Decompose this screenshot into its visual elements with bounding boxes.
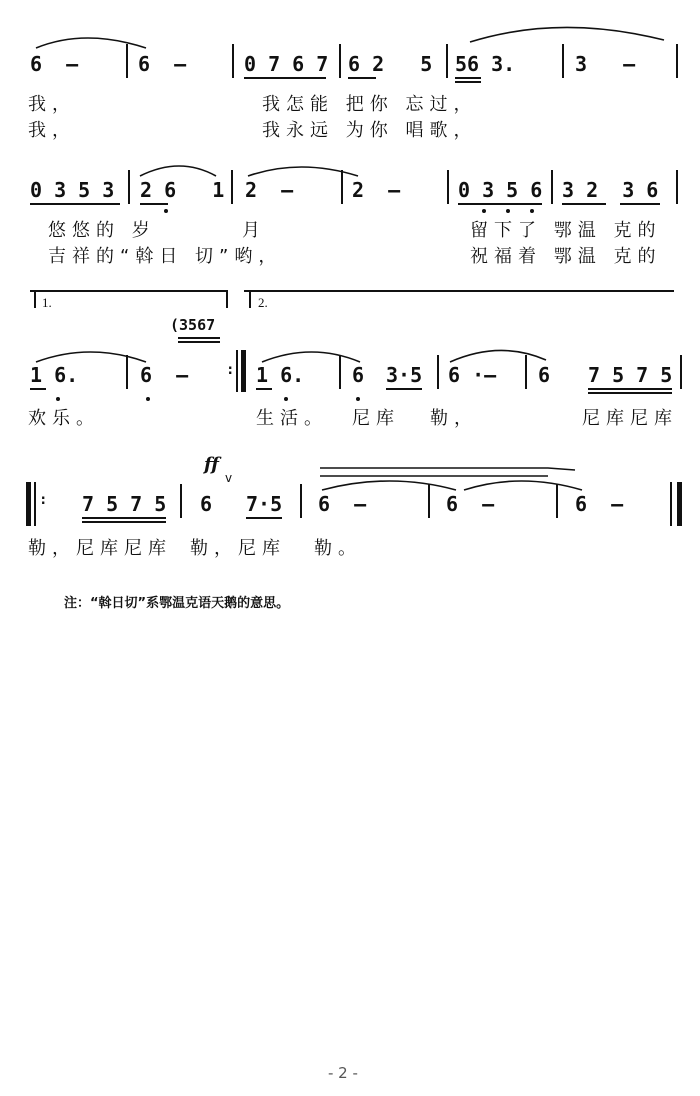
underline xyxy=(82,517,166,519)
repeat-start-thin xyxy=(34,482,36,526)
r3-m6b: 7 5 7 5 xyxy=(588,363,673,387)
r1-m5: 56 3. xyxy=(455,52,516,76)
barline xyxy=(126,355,128,389)
r2-m3: 2 – xyxy=(245,178,294,202)
r1-m2: 6 – xyxy=(138,52,187,76)
repeat-barline xyxy=(236,350,238,392)
underline xyxy=(244,77,326,79)
barline xyxy=(300,484,302,518)
dynamic-ff: ff xyxy=(204,454,219,475)
r2-m4: 2 – xyxy=(352,178,401,202)
r1-lyric1-a: 我， xyxy=(28,94,76,115)
slur-r2-a xyxy=(140,166,216,176)
r2-m2: 2 6 1 xyxy=(140,178,225,202)
r2-m5: 0 3 5 6 xyxy=(458,178,543,202)
r1-lyric2-b: 我永远 为你 唱歌， xyxy=(262,120,478,141)
grace-notes: (3567 xyxy=(170,316,216,334)
repeat-dots: : xyxy=(226,362,235,378)
r2-lyric1-a: 悠悠的 岁 xyxy=(48,220,156,241)
r3-lyric-2: 生活。 xyxy=(256,408,328,429)
octave-dot xyxy=(284,397,288,401)
octave-dot xyxy=(56,397,60,401)
r2-m1: 0 3 5 3 xyxy=(30,178,115,202)
repeat-start-dots: : xyxy=(39,492,48,508)
barline xyxy=(446,44,448,78)
octave-dot xyxy=(530,209,534,213)
r3-lyric-5: 尼库尼库 xyxy=(582,408,678,429)
barline xyxy=(551,170,553,204)
r1-lyric2-a: 我， xyxy=(28,120,76,141)
barline xyxy=(676,170,678,204)
r4-lyric-1: 勒，尼库尼库 xyxy=(28,538,172,559)
r3-lyric-4: 勒， xyxy=(430,408,478,429)
volta-line-2 xyxy=(244,290,674,292)
tie-r1-a xyxy=(36,38,146,48)
barline xyxy=(339,355,341,389)
barline xyxy=(525,355,527,389)
r1-lyric1-b: 我怎能 把你 忘过， xyxy=(262,94,478,115)
r3-m6a: 6 xyxy=(538,363,551,387)
volta-hook xyxy=(249,290,251,308)
tie-r4-b xyxy=(464,481,582,490)
volta-first-label: 1. xyxy=(42,295,52,310)
slur-r3-a xyxy=(36,352,146,362)
underline xyxy=(386,388,422,390)
underline xyxy=(588,388,672,390)
r2-lyric1-c: 留下了 鄂温 克的 xyxy=(470,220,662,241)
underline xyxy=(256,388,272,390)
underline xyxy=(620,203,660,205)
barline xyxy=(128,170,130,204)
tie-r3-c xyxy=(450,350,546,362)
crescendo-top xyxy=(320,468,575,470)
barline xyxy=(231,170,233,204)
r2-lyric1-b: 月 xyxy=(242,220,266,241)
barline xyxy=(676,44,678,78)
volta-hook xyxy=(34,290,36,308)
r1-m6: 3 – xyxy=(575,52,636,76)
volta-line-1 xyxy=(30,290,226,292)
underline xyxy=(455,77,481,79)
r3-m4a: 6 xyxy=(352,363,365,387)
underline xyxy=(562,203,606,205)
repeat-start-thick xyxy=(26,482,31,526)
r2-m6: 3 2 3 6 xyxy=(562,178,659,202)
tie-r1-b xyxy=(470,27,664,42)
r3-m5: 6 ·– xyxy=(448,363,497,387)
barline xyxy=(447,170,449,204)
underline xyxy=(178,337,220,339)
underline xyxy=(458,203,542,205)
final-barline-thick xyxy=(677,482,682,526)
barline xyxy=(232,44,234,78)
r4-m5: 6 – xyxy=(575,492,624,516)
r4-m2b: 7·5 xyxy=(246,492,283,516)
r1-m4: 6 2 5 xyxy=(348,52,433,76)
r4-lyric-2: 勒，尼库 xyxy=(190,538,286,559)
underline xyxy=(348,77,376,79)
barline xyxy=(680,355,682,389)
r1-m3: 0 7 6 7 xyxy=(244,52,329,76)
r3-m1: 1 6. xyxy=(30,363,79,387)
barline xyxy=(341,170,343,204)
tie-r4-a xyxy=(322,481,456,490)
octave-dot xyxy=(146,397,150,401)
repeat-barline-thick xyxy=(241,350,246,392)
octave-dot xyxy=(356,397,360,401)
underline xyxy=(246,517,282,519)
underline xyxy=(588,392,672,394)
r3-m2: 6 – xyxy=(140,363,189,387)
underline xyxy=(30,203,120,205)
r1-m1: 6 – xyxy=(30,52,79,76)
final-barline-thin xyxy=(670,482,672,526)
volta-hook xyxy=(226,290,228,308)
barline xyxy=(562,44,564,78)
r2-lyric2-a: 吉祥的“斡日 切”哟， xyxy=(48,246,283,267)
barline xyxy=(126,44,128,78)
r4-m3: 6 – xyxy=(318,492,367,516)
r3-m4b: 3·5 xyxy=(386,363,423,387)
r2-lyric2-b: 祝福着 鄂温 克的 xyxy=(470,246,662,267)
barline xyxy=(556,484,558,518)
accent-mark: v xyxy=(225,471,233,485)
r3-lyric-3: 尼库 xyxy=(352,408,400,429)
r3-lyric-1: 欢乐。 xyxy=(28,408,100,429)
barline xyxy=(437,355,439,389)
r4-m2a: 6 xyxy=(200,492,213,516)
r4-m1: 7 5 7 5 xyxy=(82,492,167,516)
underline xyxy=(82,521,166,523)
octave-dot xyxy=(506,209,510,213)
barline xyxy=(180,484,182,518)
barline xyxy=(428,484,430,518)
r4-m4: 6 – xyxy=(446,492,495,516)
footnote: 注：“斡日切”系鄂温克语天鹅的意思。 xyxy=(64,596,290,611)
underline xyxy=(140,203,168,205)
underline xyxy=(178,341,220,343)
underline xyxy=(455,81,481,83)
octave-dot xyxy=(482,209,486,213)
volta-second-label: 2. xyxy=(258,295,268,310)
r3-m3: 1 6. xyxy=(256,363,305,387)
r4-lyric-3: 勒。 xyxy=(314,538,362,559)
slur-r3-b xyxy=(262,352,360,362)
octave-dot xyxy=(164,209,168,213)
barline xyxy=(339,44,341,78)
underline xyxy=(30,388,46,390)
page-number: - 2 - xyxy=(328,1064,358,1082)
